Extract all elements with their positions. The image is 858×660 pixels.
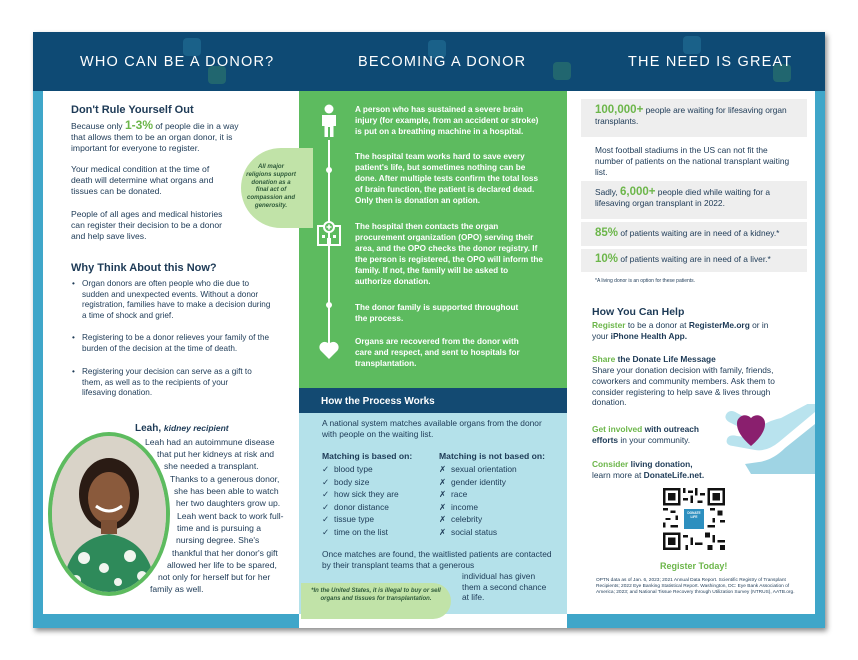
header-who-can-be-donor: WHO CAN BE A DONOR? (80, 54, 275, 70)
leah-line: not only for herself but for her (158, 572, 271, 582)
check-icon: ✓ (322, 526, 330, 537)
help-share-title (592, 354, 787, 365)
leah-portrait-illustration (52, 436, 166, 592)
religions-quote: All major religions support donation as a final act of compassion and generosity. (246, 163, 296, 209)
step-2-text: The hospital team works hard to save every patient's life, but sometimes nothing can be done. After multiple tests confirm the total loss of brain function, the patient is declared dead. Only then is donation an option. (355, 152, 539, 205)
register-text-a: to be a donor at (625, 320, 689, 330)
why-bullet-2: • Registering to be a donor relieves your family of the burden of the decision at the time of death. (82, 333, 272, 354)
register-today[interactable]: Register Today! (660, 561, 728, 571)
not-based-title: Matching is not based on: (439, 451, 545, 461)
leah-line: she needed a transplant. (164, 461, 259, 471)
heart-icon (318, 340, 340, 360)
x-icon: ✗ (439, 501, 447, 512)
leah-line: allowed her life to be spared, (167, 560, 277, 570)
register-text-b: or in your (592, 320, 769, 341)
step-1-text: A person who has sustained a severe brain injury (for example, from an accident or stroke) is put on a breathing machine in a hospital. (355, 105, 539, 136)
why-title: Why Think About this Now? (71, 262, 217, 274)
leah-line: Leah went back to work full- (177, 511, 284, 521)
leah-line: thankful that her donor's gift (172, 548, 278, 558)
leah-name-text: Leah, (135, 423, 164, 434)
timeline-dot (326, 302, 332, 308)
not-based-item (439, 463, 517, 476)
not-based-item (439, 526, 517, 539)
not-based-label: sexual orientation (451, 464, 517, 474)
check-icon: ✓ (322, 514, 330, 524)
consider-text-a: living donation, (628, 459, 693, 469)
once-matches-text-2: individual has given them a second chance at life. (462, 571, 547, 602)
rule-p1-a: Because only (71, 121, 125, 131)
step-5-text: Organs are recovered from the donor with care and respect, and sent to hospitals for transplantation. (355, 337, 520, 368)
based-on-item (322, 526, 399, 539)
not-based-label: celebrity (451, 514, 483, 524)
based-on-label: how sick they are (334, 489, 399, 499)
based-on-label: body size (334, 476, 370, 487)
based-on-label: time on the list (334, 526, 388, 537)
share-title: the Donate Life Message (615, 354, 716, 364)
sources-footnote: OPTN data as of Jan. 6, 2023; 2021 Annual Data Report. Scientific Registry of Transplant Recipients; 2022 Eye Banking Statistical Report. Washington, DC: Eye Bank Association of America; 2023; and National Tissue Recovery through Utilization Survey (NTRUS), AATB.org. (596, 578, 795, 595)
stat-6000-number: 6,000+ (619, 186, 656, 198)
timeline-dot (326, 167, 332, 173)
x-icon: ✗ (439, 489, 447, 499)
based-on-item (322, 501, 399, 514)
header-need-is-great: THE NEED IS GREAT (628, 54, 793, 70)
register-word: Register (592, 320, 626, 330)
based-on-list (322, 463, 399, 538)
not-based-item (439, 501, 517, 514)
qr-center-label: DONATE LIFE (687, 511, 701, 519)
leah-line: her two daughters grow up. (176, 498, 281, 508)
hospital-icon (316, 220, 342, 246)
rule-paragraph-2: Your medical condition at the time of death will determine what organs and tissues can be donated. (71, 164, 214, 196)
based-on-label: blood type (334, 464, 373, 474)
not-based-item (439, 488, 517, 501)
not-based-label: social status (451, 526, 498, 537)
check-icon: ✓ (322, 501, 330, 512)
header-band (33, 32, 825, 91)
once-matches-text: Once matches are found, the waitlisted patients are contacted by their transplant teams that a generous (322, 549, 552, 570)
process-intro: A national system matches available organs from the donor with people on the waiting list. (322, 418, 542, 439)
x-icon: ✗ (439, 464, 447, 474)
based-on-item (322, 463, 399, 476)
living-donor-note: *A living donor is an option for these patients. (595, 278, 696, 284)
rule-p1-b: of people die in a way that allows them to be an organ donor, it is important for everyone to register. (71, 121, 239, 153)
leah-line: family as well. (150, 584, 204, 594)
how-process-works-bar (299, 388, 567, 413)
registerme-link[interactable]: RegisterMe.org (688, 320, 750, 330)
donatelife-link[interactable]: DonateLife.net. (643, 469, 705, 480)
leah-line: Thanks to a generous donor, (170, 474, 280, 484)
stat-6000-a: Sadly, (595, 187, 620, 197)
why-bullet-3: • Registering your decision can serve as a gift to them, as well as to the recipients of your lifesaving donation. (82, 367, 262, 399)
step-3-text: The hospital then contacts the organ procurement organization (OPO) serving their area, and the OPO checks the donor registry. If the person is registered, the OPO will inform the family. If not, the family will be asked to authorize donation. (355, 222, 543, 286)
leah-line: that put her kidneys at risk and (157, 449, 275, 459)
leah-name (135, 423, 229, 434)
leah-line: nursing degree. She's (176, 535, 260, 545)
leah-line: time and is pursuing a (177, 523, 262, 533)
share-word: Share (592, 354, 616, 364)
involved-word: Get involved (592, 424, 643, 434)
illegal-note: *In the United States, it is illegal to buy or sell organs and tissues for transplantation. (311, 588, 441, 602)
x-icon: ✗ (439, 514, 447, 524)
rule-paragraph-1 (71, 120, 241, 154)
based-on-item (322, 513, 399, 526)
rule-title: Don't Rule Yourself Out (71, 104, 194, 116)
leah-role: kidney recipient (163, 423, 229, 433)
stat-85 (595, 228, 800, 239)
stat-10 (595, 254, 800, 265)
involved-text-b: in your community. (618, 434, 691, 445)
leah-photo (48, 432, 170, 596)
help-consider (592, 459, 787, 481)
stat-85-text: of patients waiting are in need of a kidney.* (618, 228, 780, 238)
based-on-title: Matching is based on: (322, 451, 413, 461)
stat-6000 (595, 187, 790, 209)
x-icon: ✗ (439, 526, 447, 537)
process-title: How the Process Works (321, 396, 435, 407)
step-4-text: The donor family is supported throughout the process. (355, 303, 519, 323)
help-register (592, 320, 787, 342)
qr-code[interactable] (663, 488, 725, 550)
rule-paragraph-3: People of all ages and medical histories can register their decision to be a donor and help save lives. (71, 209, 223, 241)
qr-code-graphic (663, 488, 725, 550)
not-based-list (439, 463, 517, 538)
stat-100000 (595, 105, 790, 127)
consider-text-b: learn more at (592, 469, 644, 480)
not-based-label: gender identity (451, 476, 506, 487)
involved-text-a: with outreach efforts (592, 424, 700, 445)
based-on-item (322, 488, 399, 501)
help-involved (592, 424, 722, 446)
based-on-label: donor distance (334, 501, 389, 512)
not-based-item (439, 476, 517, 489)
not-based-label: race (451, 489, 468, 499)
stat-100000-number: 100,000+ (595, 104, 644, 116)
not-based-item (439, 513, 517, 526)
stat-10-text: of patients waiting are in need of a liver.* (618, 254, 771, 264)
check-icon: ✓ (322, 476, 330, 487)
header-becoming-donor: BECOMING A DONOR (358, 54, 527, 70)
check-icon: ✓ (322, 464, 330, 474)
rule-p1-percent: 1-3% (124, 118, 153, 132)
leah-line: she has been able to watch (174, 486, 279, 496)
why-bullet-1: • Organ donors are often people who die due to sudden and unexpected events. Without a donor registration, families have to make a decision during a time of shock and grief. (82, 279, 272, 321)
stat-85-number: 85% (595, 227, 619, 239)
stat-100000-text: people are waiting for lifesaving organ transplants. (595, 105, 787, 126)
stat-stadiums: Most football stadiums in the US can not fit the number of patients on the national transplant waiting list. (595, 145, 790, 177)
check-icon: ✓ (322, 489, 330, 499)
stat-6000-b: people died while waiting for a lifesaving organ transplant in 2022. (595, 187, 771, 208)
help-title: How You Can Help (592, 306, 685, 318)
based-on-item (322, 476, 399, 489)
not-based-label: income (451, 501, 478, 512)
iphone-health-app: iPhone Health App. (610, 330, 688, 341)
consider-word: Consider (592, 459, 629, 469)
person-icon (318, 104, 340, 138)
leah-line: Leah had an autoimmune disease (145, 437, 275, 447)
stat-10-number: 10% (595, 253, 619, 265)
help-share-text: Share your donation decision with family, friends, coworkers and community members. Ask them to consider registering to help save & lives through donation. (592, 365, 775, 408)
based-on-label: tissue type (334, 514, 375, 524)
x-icon: ✗ (439, 476, 447, 487)
